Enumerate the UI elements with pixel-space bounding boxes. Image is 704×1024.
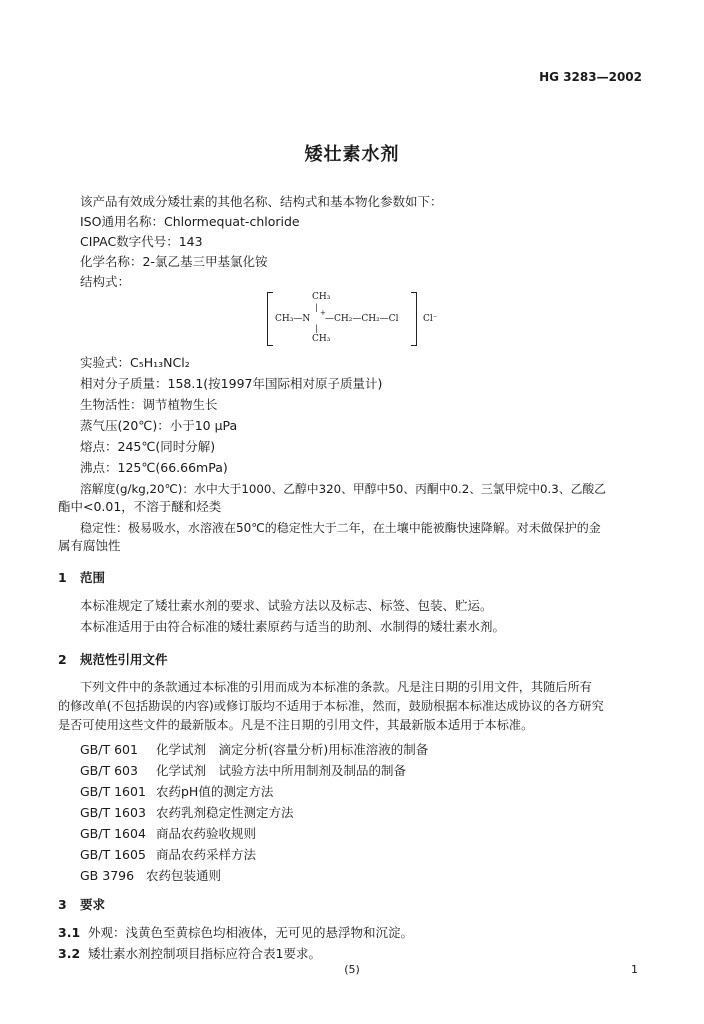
footer-sequence: (5) xyxy=(344,963,360,976)
references-paragraph-2: 的修改单(不包括勘误的内容)或修订版均不适用于本标准，然而，鼓励根据本标准达成协议的各方研究 xyxy=(58,699,604,713)
reference-code: GB/T 1601 xyxy=(80,784,146,799)
reference-item xyxy=(80,866,221,884)
structure-label: 结构式： xyxy=(80,274,131,289)
requirement-number: 3.1 xyxy=(58,925,81,940)
vapor-pressure: 蒸气压(20℃)：小于10 μPa xyxy=(80,418,238,433)
stability-line-1: 稳定性：极易吸水，水溶液在50℃的稳定性大于二年，在土壤中能被酶快速降解。对未做保护的金 xyxy=(80,521,601,535)
reference-item xyxy=(80,761,406,779)
section-1-title: 范围 xyxy=(80,570,106,585)
requirement-text: 矮壮素水剂控制项目指标应符合表1要求。 xyxy=(88,946,321,961)
section-2-heading xyxy=(58,650,168,668)
reference-item xyxy=(80,782,273,800)
cipac-code: CIPAC数字代号：143 xyxy=(80,234,203,249)
solubility-line-1: 溶解度(g/kg,20℃)：水中大于1000、乙醇中320、甲醇中50、丙酮中0.2、三氯甲烷中0.3、乙酸乙 xyxy=(80,482,606,496)
references-paragraph-1: 下列文件中的条款通过本标准的引用而成为本标准的条款。凡是注日期的引用文件，其随后所有 xyxy=(80,680,592,694)
section-1-heading xyxy=(58,568,105,586)
reference-item xyxy=(80,845,256,863)
reference-code: GB/T 601 xyxy=(80,742,138,757)
reference-title: 农药pH值的测定方法 xyxy=(156,784,274,799)
requirement-text: 外观：浅黄色至黄棕色均相液体，无可见的悬浮物和沉淀。 xyxy=(88,925,414,940)
page-title: 矮壮素水剂 xyxy=(304,144,400,165)
reference-code: GB/T 1604 xyxy=(80,826,146,841)
bottom-methyl: CH₃ xyxy=(312,334,331,344)
reference-title: 化学试剂 滴定分析(容量分析)用标准溶液的制备 xyxy=(156,742,429,757)
chemical-name: 化学名称：2-氯乙基三甲基氯化铵 xyxy=(80,254,268,269)
iso-name: ISO通用名称：Chlormequat-chloride xyxy=(80,214,300,229)
melting-point: 熔点：245℃(同时分解) xyxy=(80,439,216,454)
reference-item xyxy=(80,803,294,821)
biological-activity: 生物活性：调节植物生长 xyxy=(80,397,218,412)
reference-code: GB/T 603 xyxy=(80,763,138,778)
section-3-number: 3 xyxy=(58,897,67,912)
ethyl-chloride-chain: —CH₂—CH₂—Cl xyxy=(325,314,399,324)
references-paragraph-3: 是否可使用这些文件的最新版本。凡是不注日期的引用文件，其最新版本适用于本标准。 xyxy=(58,718,534,732)
section-3-title: 要求 xyxy=(80,897,106,912)
section-2-title: 规范性引用文件 xyxy=(80,652,168,667)
reference-title: 商品农药验收规则 xyxy=(156,826,257,841)
requirement-number: 3.2 xyxy=(58,946,81,961)
section-1-number: 1 xyxy=(58,570,67,585)
reference-code: GB 3796 xyxy=(80,868,135,883)
section-3-heading xyxy=(58,895,105,913)
molecular-weight: 相对分子质量：158.1(按1997年国际相对原子质量计) xyxy=(80,376,383,391)
right-bracket xyxy=(411,292,417,346)
scope-paragraph-1: 本标准规定了矮壮素水剂的要求、试验方法以及标志、标签、包装、贮运。 xyxy=(80,598,493,613)
bottom-bond: | xyxy=(315,324,318,333)
boiling-point: 沸点：125℃(66.66mPa) xyxy=(80,460,228,475)
top-methyl: CH₃ xyxy=(312,292,331,302)
requirement-item xyxy=(58,944,321,962)
requirement-item xyxy=(58,923,413,941)
reference-code: GB/T 1603 xyxy=(80,805,146,820)
reference-title: 商品农药采样方法 xyxy=(156,847,257,862)
empirical-formula: 实验式：C₅H₁₃NCl₂ xyxy=(80,355,190,370)
reference-item xyxy=(80,824,256,842)
section-2-number: 2 xyxy=(58,652,67,667)
scope-paragraph-2: 本标准适用于由符合标准的矮壮素原药与适当的助剂、水制得的矮壮素水剂。 xyxy=(80,619,506,634)
page-number: 1 xyxy=(631,963,638,976)
reference-code: GB/T 1605 xyxy=(80,847,146,862)
reference-title: 化学试剂 试验方法中所用制剂及制品的制备 xyxy=(156,763,407,778)
stability-line-2: 属有腐蚀性 xyxy=(58,538,121,553)
top-bond: | xyxy=(315,303,318,312)
solubility-line-2: 酯中<0.01，不溶于醚和烃类 xyxy=(58,499,222,514)
charge-plus: + xyxy=(320,309,326,317)
reference-title: 农药包装通则 xyxy=(146,868,222,883)
standard-code: HG 3283—2002 xyxy=(539,70,642,84)
left-bracket xyxy=(267,292,273,346)
structural-formula xyxy=(265,288,445,348)
left-methyl-nitrogen: CH₃—N xyxy=(275,314,311,324)
reference-title: 农药乳剂稳定性测定方法 xyxy=(156,805,294,820)
intro-lead: 该产品有效成分矮壮素的其他名称、结构式和基本物化参数如下： xyxy=(80,194,443,209)
counter-ion: Cl⁻ xyxy=(423,314,438,324)
reference-item xyxy=(80,740,428,758)
